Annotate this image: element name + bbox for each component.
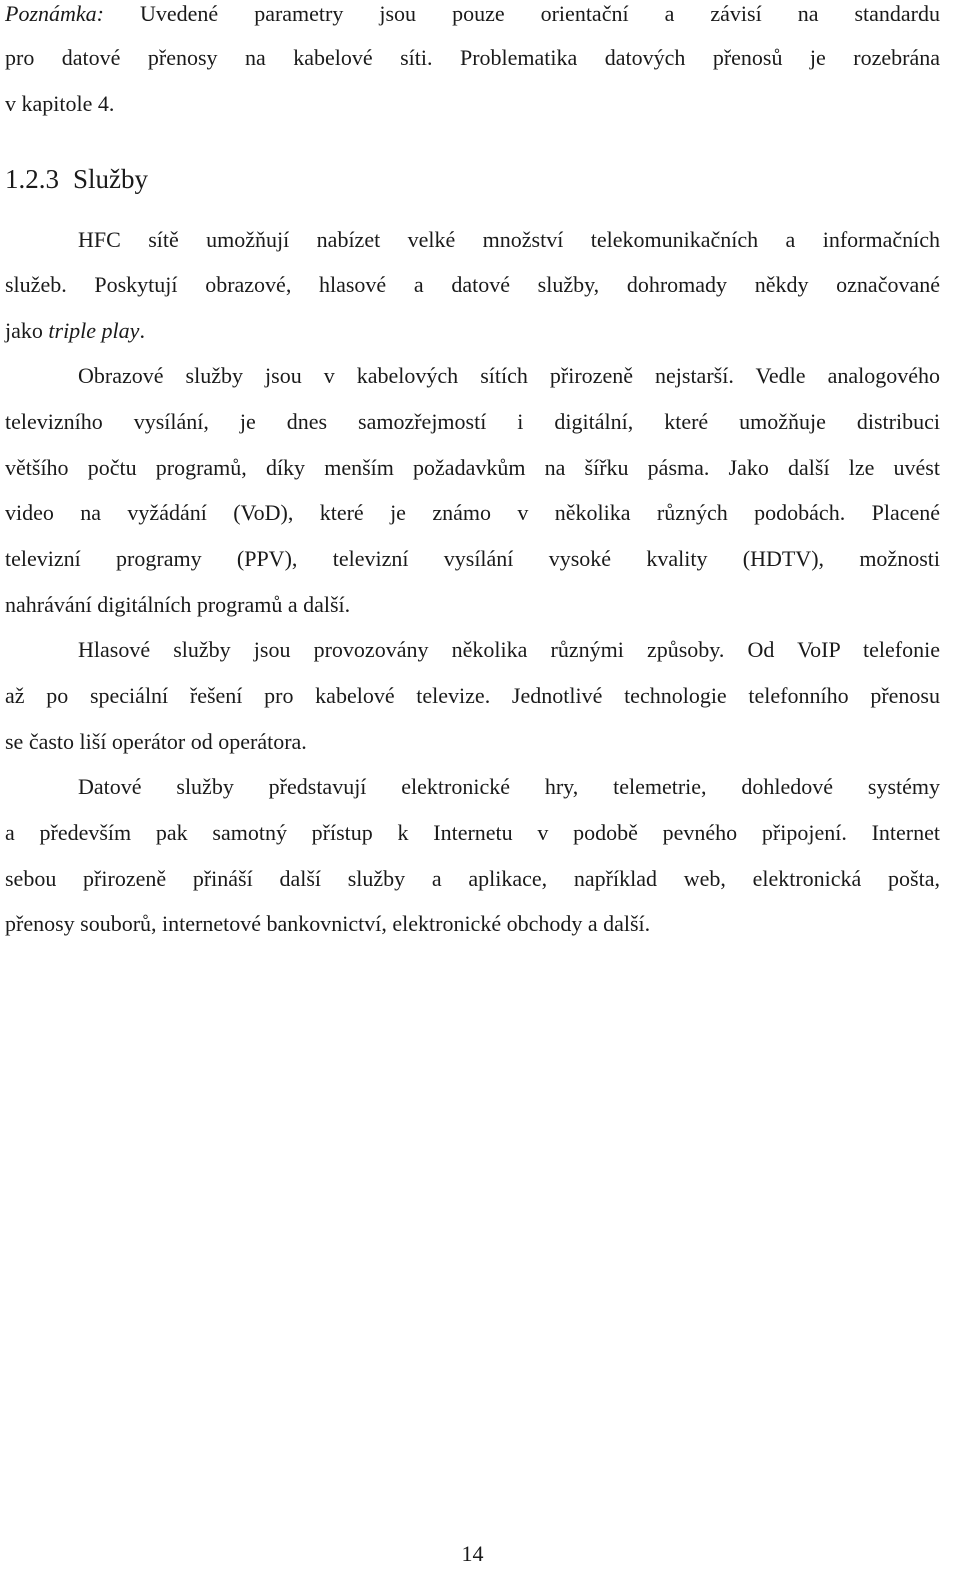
note-text-1: Uvedené parametry jsou pouze orientační a závisí na standardu	[140, 1, 940, 26]
section-heading	[5, 162, 148, 196]
p3-line-1: Hlasové služby jsou provozovány několika různými způsoby. Od VoIP telefonie	[78, 637, 940, 662]
p3-line-2: až po speciální řešení pro kabelové televize. Jednotlivé technologie telefonního přenosu	[5, 683, 940, 708]
p2-line-2: televizního vysílání, je dnes samozřejmostí i digitální, které umožňuje distribuci	[5, 409, 940, 434]
p2-line-1: Obrazové služby jsou v kabelových sítích přirozeně nejstarší. Vedle analogového	[78, 363, 940, 388]
note-line-3: v kapitole 4.	[5, 91, 115, 116]
p1-line-3-pre: jako	[5, 318, 49, 343]
p2-line-4: video na vyžádání (VoD), které je známo v několika různých podobách. Placené	[5, 500, 940, 525]
p1-line-3-post: .	[139, 318, 145, 343]
note-line-1	[5, 0, 940, 28]
p4-line-4: přenosy souborů, internetové bankovnictví, elektronické obchody a další.	[5, 911, 651, 936]
p4-line-2: a především pak samotný přístup k Internetu v podobě pevného připojení. Internet	[5, 820, 940, 845]
note-label: Poznámka:	[5, 1, 104, 26]
p2-line-6: nahrávání digitálních programů a další.	[5, 592, 351, 617]
page-number: 14	[461, 1541, 484, 1566]
p1-triple-play: triple play	[48, 318, 140, 343]
section-title: Služby	[73, 164, 149, 194]
p1-line-3	[5, 317, 940, 345]
p4-line-3: sebou přirozeně přináší další služby a aplikace, například web, elektronická pošta,	[5, 866, 940, 891]
p1-line-1: HFC sítě umožňují nabízet velké množství telekomunikačních a informačních	[78, 227, 940, 252]
p2-line-3: většího počtu programů, díky menším požadavkům na šířku pásma. Jako další lze uvést	[5, 455, 940, 480]
note-line-2: pro datové přenosy na kabelové síti. Problematika datových přenosů je rozebrána	[5, 45, 940, 70]
p4-line-1: Datové služby představují elektronické hry, telemetrie, dohledové systémy	[78, 774, 940, 799]
p2-line-5: televizní programy (PPV), televizní vysílání vysoké kvality (HDTV), možnosti	[5, 546, 940, 571]
section-number: 1.2.3	[5, 164, 59, 194]
p1-line-2: služeb. Poskytují obrazové, hlasové a datové služby, dohromady někdy označované	[5, 272, 940, 297]
p3-line-3: se často liší operátor od operátora.	[5, 729, 307, 754]
